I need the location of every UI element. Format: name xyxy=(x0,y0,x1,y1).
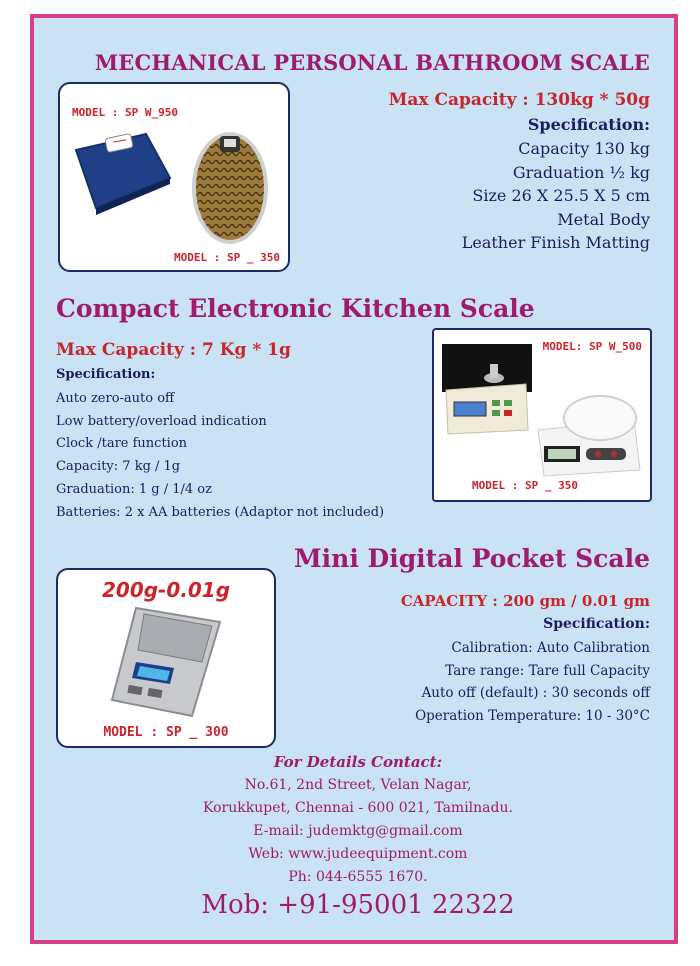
contact-address-line-1: No.61, 2nd Street, Velan Nagar, xyxy=(244,777,472,793)
contact-heading: For Details Contact: xyxy=(273,753,443,771)
bathroom-spec-item: Size 26 X 25.5 X 5 cm xyxy=(472,186,650,205)
kitchen-spec-item: Capacity: 7 kg / 1g xyxy=(56,459,181,475)
kitchen-spec-item: Clock /tare function xyxy=(56,436,188,452)
pocket-spec-item: Tare range: Tare full Capacity xyxy=(445,662,650,679)
bathroom-spec-heading: Specification: xyxy=(527,115,650,134)
kitchen-spec-list xyxy=(56,388,384,524)
kitchen-scale-square-icon xyxy=(442,344,532,436)
pocket-spec-item: Operation Temperature: 10 - 30°C xyxy=(415,708,650,725)
kitchen-model-1: MODEL: SP W_500 xyxy=(542,340,642,353)
pocket-title: Mini Digital Pocket Scale xyxy=(293,544,650,573)
bathroom-spec-item: Metal Body xyxy=(557,209,650,229)
pocket-model: MODEL : SP _ 300 xyxy=(103,725,229,740)
pocket-spec-list xyxy=(290,637,650,728)
contact-web: Web: www.judeequipment.com xyxy=(248,846,468,862)
contact-email: E-mail: judemktg@gmail.com xyxy=(253,823,463,839)
kitchen-image-box xyxy=(432,328,652,502)
kitchen-max-capacity: Max Capacity : 7 Kg * 1g xyxy=(56,340,291,360)
page-frame xyxy=(30,14,678,944)
bathroom-max-capacity: Max Capacity : 130kg * 50g xyxy=(388,90,650,110)
kitchen-spec-item: Auto zero-auto off xyxy=(56,391,175,406)
bathroom-model-2: MODEL : SP _ 350 xyxy=(174,251,280,264)
contact-mobile: Mob: +91-95001 22322 xyxy=(201,890,515,920)
kitchen-title: Compact Electronic Kitchen Scale xyxy=(56,294,535,323)
bathroom-spec-item: Graduation ½ kg xyxy=(512,162,650,182)
pocket-scale-icon xyxy=(108,604,228,718)
pocket-image-label: 200g-0.01g xyxy=(101,578,231,602)
pocket-spec-heading: Specification: xyxy=(543,616,650,632)
contact-address-line-2: Korukkupet, Chennai - 600 021, Tamilnadu. xyxy=(203,800,513,816)
bathroom-spec-item: Capacity 130 kg xyxy=(518,139,650,158)
kitchen-spec-item: Graduation: 1 g / 1/4 oz xyxy=(56,481,212,497)
bathroom-title: MECHANICAL PERSONAL BATHROOM SCALE xyxy=(94,50,650,75)
kitchen-model-2: MODEL : SP _ 350 xyxy=(472,479,578,492)
kitchen-scale-round-icon xyxy=(534,390,644,480)
kitchen-spec-item: Low battery/overload indication xyxy=(56,413,267,429)
bathroom-image-box xyxy=(58,82,290,272)
kitchen-spec-item: Batteries: 2 x AA batteries (Adaptor not included) xyxy=(56,504,385,520)
leather-bathroom-scale-icon xyxy=(190,126,270,246)
contact-phone: Ph: 044-6555 1670. xyxy=(288,869,428,885)
pocket-spec-item: Auto off (default) : 30 seconds off xyxy=(421,685,650,702)
pocket-image-box xyxy=(56,568,276,748)
bathroom-spec-item: Leather Finish Matting xyxy=(461,233,650,252)
kitchen-spec-heading: Specification: xyxy=(56,367,156,382)
bathroom-spec-list xyxy=(330,137,650,255)
blue-bathroom-scale-icon xyxy=(66,120,176,220)
bathroom-model-1: MODEL : SP W_950 xyxy=(72,106,178,119)
pocket-capacity: CAPACITY : 200 gm / 0.01 gm xyxy=(400,592,650,610)
pocket-spec-item: Calibration: Auto Calibration xyxy=(451,640,650,656)
